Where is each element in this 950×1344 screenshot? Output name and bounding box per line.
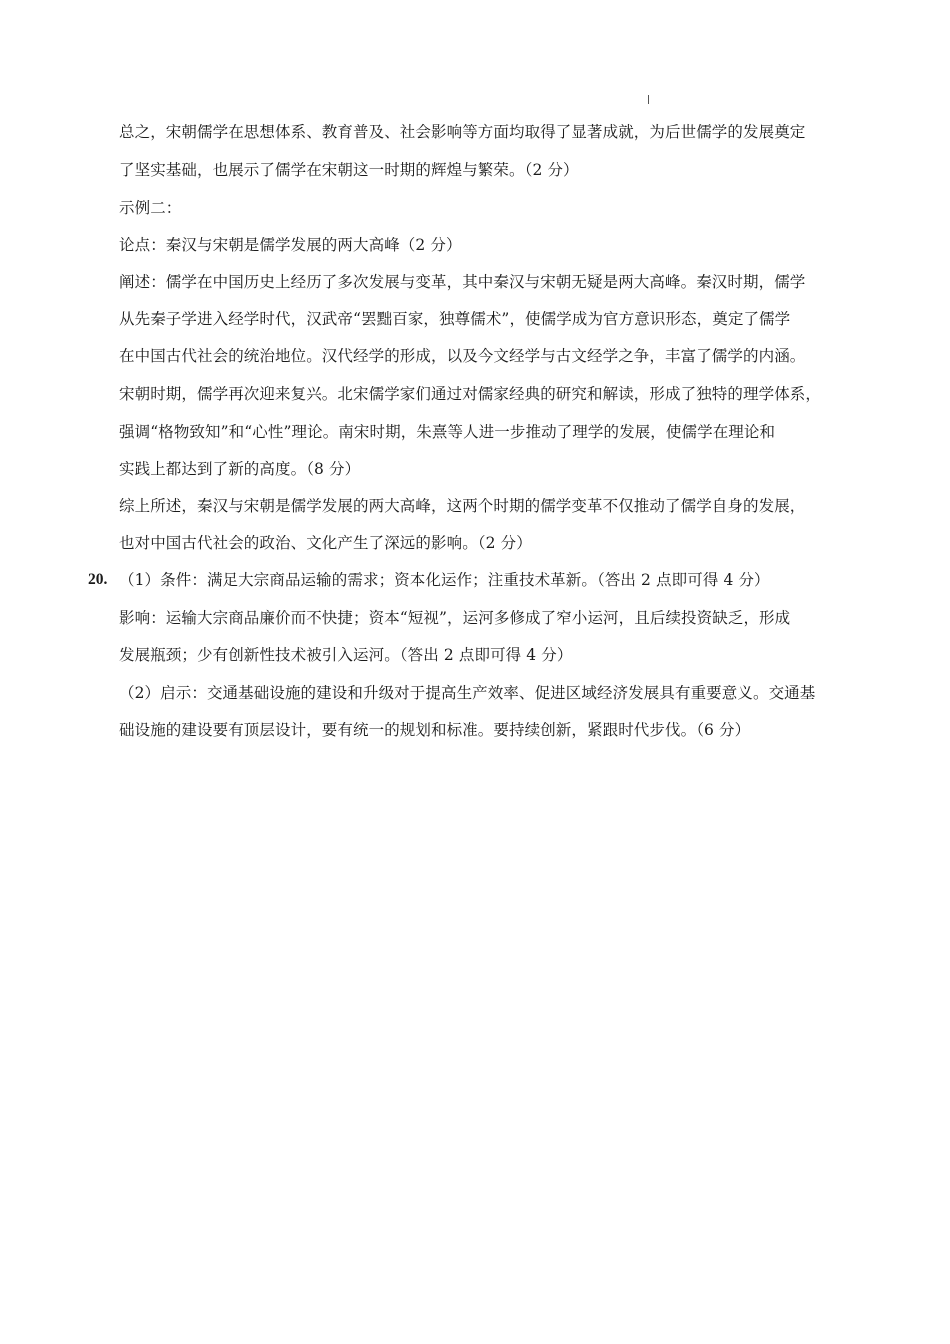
answer-text-line: 了坚实基础，也展示了儒学在宋朝这一时期的辉煌与繁荣。（2 分） — [119, 161, 579, 179]
answer-text-line: 也对中国古代社会的政治、文化产生了深远的影响。（2 分） — [119, 534, 532, 552]
answer-text-line: （1）条件：满足大宗商品运输的需求；资本化运作；注重技术革新。（答出 2 点即可得 4 分） — [119, 571, 770, 589]
answer-text-line: 影响：运输大宗商品廉价而不快捷；资本“短视”，运河多修成了窄小运河，且后续投资缺乏，形成 — [119, 609, 791, 627]
answer-text-line: （2）启示：交通基础设施的建设和升级对于提高生产效率、促进区域经济发展具有重要意义。交通基 — [119, 684, 816, 702]
answer-text-line: 强调“格物致知”和“心性”理论。南宋时期，朱熹等人进一步推动了理学的发展，使儒学在理论和 — [119, 423, 776, 441]
answer-text-line: 在中国古代社会的统治地位。汉代经学的形成，以及今文经学与古文经学之争，丰富了儒学的内涵。 — [119, 347, 806, 365]
thesis-line: 论点：秦汉与宋朝是儒学发展的两大高峰（2 分） — [119, 236, 462, 254]
answer-text-line: 综上所述，秦汉与宋朝是儒学发展的两大高峰，这两个时期的儒学变革不仅推动了儒学自身的发展， — [119, 497, 806, 515]
example-heading: 示例二： — [119, 199, 182, 217]
answer-text-line: 阐述：儒学在中国历史上经历了多次发展与变革，其中秦汉与宋朝无疑是两大高峰。秦汉时期，儒学 — [119, 273, 806, 291]
answer-text-line: 总之，宋朝儒学在思想体系、教育普及、社会影响等方面均取得了显著成就，为后世儒学的发展奠定 — [119, 123, 806, 141]
answer-text-line: 础设施的建设要有顶层设计，要有统一的规划和标准。要持续创新，紧跟时代步伐。（6 分） — [119, 721, 751, 739]
answer-text-line: 宋朝时期，儒学再次迎来复兴。北宋儒学家们通过对儒家经典的研究和解读，形成了独特的理学体系， — [119, 385, 822, 403]
answer-text-line: 发展瓶颈；少有创新性技术被引入运河。（答出 2 点即可得 4 分） — [119, 646, 573, 664]
question-number: 20. — [88, 571, 108, 588]
page-marker — [648, 95, 649, 104]
answer-text-line: 从先秦子学进入经学时代，汉武帝“罢黜百家，独尊儒术”，使儒学成为官方意识形态，奠定了儒学 — [119, 310, 791, 328]
answer-text-line: 实践上都达到了新的高度。（8 分） — [119, 460, 361, 478]
